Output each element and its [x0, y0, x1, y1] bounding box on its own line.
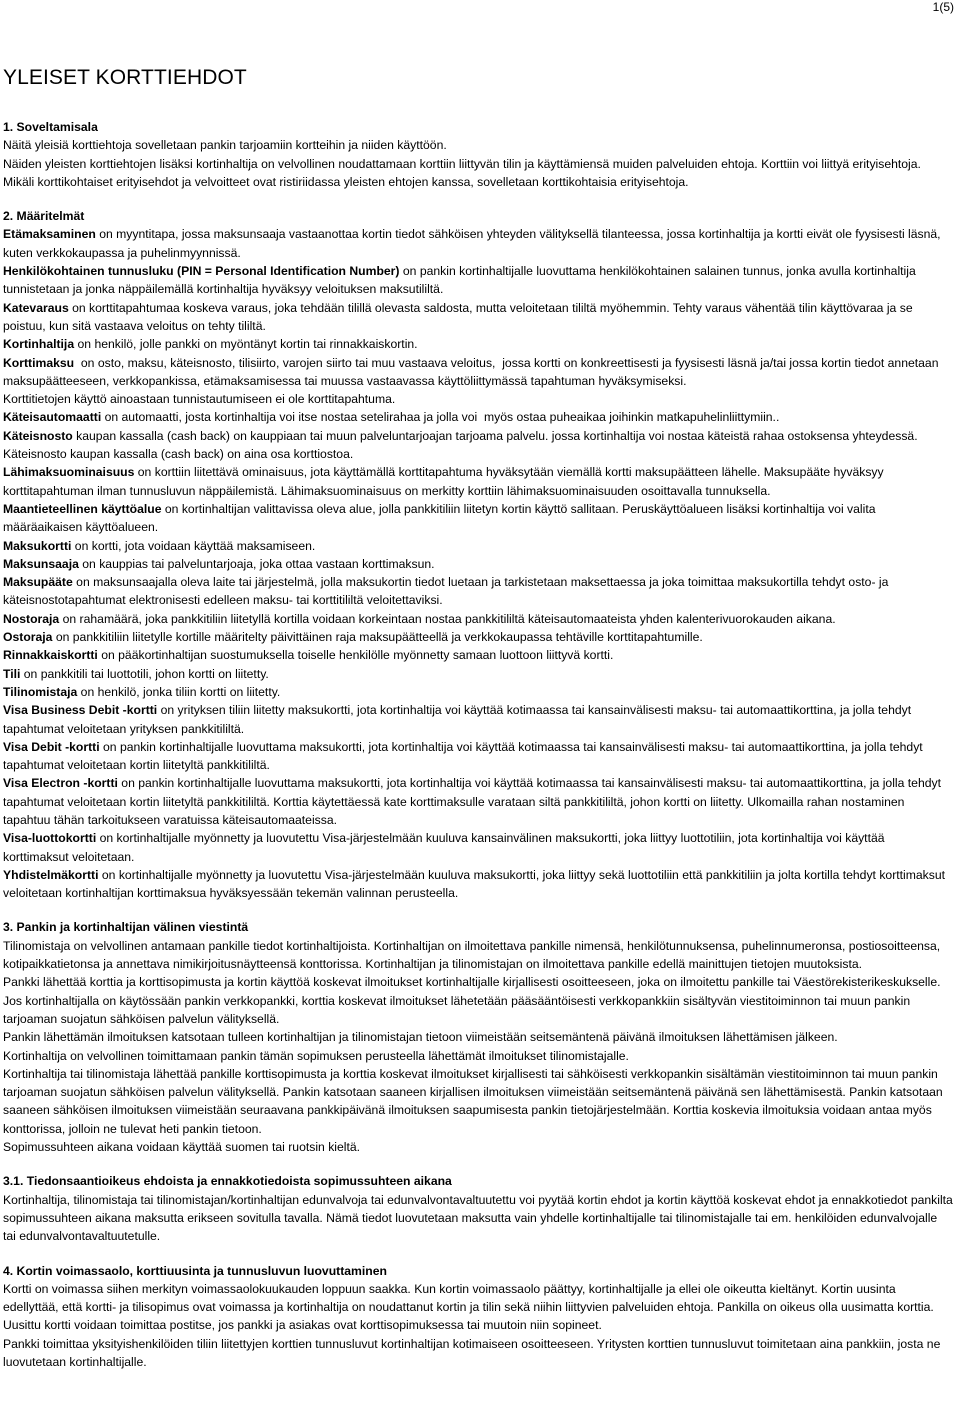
definition-term: Käteisnosto — [3, 428, 73, 443]
section-paragraphs — [3, 937, 953, 1157]
paragraph: Kortinhaltija on velvollinen toimittamaan pankin tämän sopimuksen perusteella lähettämät ilmoitukset tilinomistajalle. — [3, 1048, 629, 1063]
definition-text: on pankin kortinhaltijalle luovuttama maksukortti, jota kortinhaltija voi käyttää kotimaassa tai kansainvälisesti maksu- tai automaattikorttina, ja jolla tehdyt tapahtumat veloitetaan kortin liitetyltä pankkitililtä. — [3, 739, 927, 773]
definition-item — [3, 225, 953, 262]
definition-text: on yrityksen tiliin liitetty maksukortti, jota kortinhaltija voi käyttää kotimaassa tai kansainvälisesti maksu- tai automaattikorttina, ja jolla tehdyt tapahtumat veloitetaan yrityksen pankkitililtä. — [3, 703, 915, 736]
section-4 — [3, 1262, 953, 1372]
definition-item — [3, 537, 953, 555]
section-heading: 3. Pankin ja kortinhaltijan välinen viestintä — [3, 920, 249, 935]
paragraph: Kortinhaltija, tilinomistaja tai tilinomistajan/kortinhaltijan edunvalvoja tai edunvalvontavaltuutettu voi pyytää kortin ehdot ja kortin käyttöä koskevat ehdot ja ennakkotiedot pankilta sopimussuhteen aikana maksutta erikseen sovitulla tavalla. Nämä tiedot luovutetaan maksutta vain yhdelle kortinhaltijalle tai tilinomistajalle tai em. henkilöiden edunvalvojalle tai edunvalvontavaltuutetulle. — [3, 1192, 953, 1244]
definition-item — [3, 354, 953, 391]
definition-item — [3, 774, 953, 829]
definition-text: on rahamäärä, joka pankkitiliin liitetyllä kortilla voidaan korkeintaan nostaa pankkitililtä käteisautomaateista yhden kalenterivuorokauden aikana. — [59, 611, 836, 626]
definition-item — [3, 463, 953, 500]
definition-term: Kortinhaltija — [3, 337, 75, 352]
definition-item — [3, 262, 953, 299]
definition-text: on korttitapahtumaa koskeva varaus, joka tehdään tilillä olevasta saldosta, mutta veloitetaan tililtä myöhemmin. Tehty varaus vähentää tilin käyttövaraa ja se poistuu, kun sitä vastaava veloitus on tehty tililtä. — [3, 300, 916, 333]
definition-item — [3, 500, 953, 537]
definition-item — [3, 390, 953, 408]
definition-item — [3, 427, 953, 464]
section-paragraphs — [3, 1280, 953, 1371]
definition-term: Visa Business Debit -kortti — [3, 703, 158, 718]
paragraph: Uusittu kortti voidaan toimittaa postitse, jos pankki ja asiakas ovat korttisopimuksessa tai muutoin niin sopineet. — [3, 1318, 602, 1333]
definition-item — [3, 299, 953, 336]
paragraph: Näiden yleisten korttiehtojen lisäksi kortinhaltija on velvollinen noudattamaan korttiin liittyvän tilin ja käyttämiensä muiden palveluiden ehtoja. Korttiin voi liittyä erityisehtoja. Mikäli korttikohtaiset erityisehdot ja velvoitteet ovat ristiriidassa yleisten ehtojen kanssa, sovelletaan korttikohtaisia erityisehtoja. — [3, 156, 921, 189]
section-1 — [3, 118, 953, 191]
definition-text: on kauppias tai palveluntarjoaja, joka ottaa vastaan korttimaksun. — [78, 556, 435, 571]
definition-text: on henkilö, jonka tiliin kortti on liitetty. — [77, 684, 281, 699]
definition-term: Lähimaksuominaisuus — [3, 465, 135, 480]
section-3-1 — [3, 1172, 953, 1245]
definition-term: Etämaksaminen — [3, 227, 96, 242]
definition-item — [3, 683, 953, 701]
definition-text: on kortti, jota voidaan käyttää maksamiseen. — [71, 538, 316, 553]
definition-term: Maantieteellinen käyttöalue — [3, 501, 162, 516]
section-heading: 4. Kortin voimassaolo, korttiuusinta ja tunnusluvun luovuttaminen — [3, 1263, 387, 1278]
definition-item — [3, 738, 953, 775]
definition-term: Ostoraja — [3, 630, 53, 645]
section-2 — [3, 207, 953, 902]
definition-term: Visa Debit -kortti — [3, 739, 100, 754]
definition-item — [3, 408, 953, 426]
definition-text: on pankkitili tai luottotili, johon kortti on liitetty. — [20, 666, 269, 681]
definition-term: Yhdistelmäkortti — [3, 867, 99, 882]
paragraph: Pankki toimittaa yksityishenkilöiden tiliin liitettyjen korttien tunnusluvut kortinhaltijan kotimaiseen osoitteeseen. Yritysten korttien tunnusluvut toimitetaan aina pankkiin, josta ne luovutetaan kortinhaltijalle. — [3, 1336, 941, 1369]
definition-term: Visa-luottokortti — [3, 831, 97, 846]
section-heading: 2. Määritelmät — [3, 209, 85, 224]
definition-item — [3, 665, 953, 683]
definition-term: Maksukortti — [3, 538, 72, 553]
definition-term: Rinnakkaiskortti — [3, 648, 98, 663]
paragraph: Pankki lähettää korttia ja korttisopimusta ja kortin käyttöä koskevat ilmoitukset kortinhaltijalle kirjallisesti osoitteeseen, joka on ilmoitettu pankille tai Väestörekisterikeskukselle. Jos kortinhaltijalla on käytössään pankin verkkopankki, korttia koskevat ilmoitukset lähetetään pääsääntöisesti verkkopankkiin sisältyvän viestitoiminnon tai muun pankin tarjoaman suojatun sähköisen palvelun välityksellä. — [3, 975, 941, 1026]
definition-item — [3, 866, 953, 903]
definition-term: Tili — [3, 666, 21, 681]
definition-text: on pankkitiliin liitetylle kortille määritelty päivittäinen raja maksupäätteellä ja verkkokaupassa tehtäville korttitapahtumille. — [52, 630, 703, 645]
paragraph: Kortti on voimassa siihen merkityn voimassaolokuukauden loppuun saakka. Kun kortin voimassaolo päättyy, kortinhaltijalle ja ellei ole oikeutta kieltänyt. Kortin uusinta edellyttää, että kortti- ja tilisopimus ovat voimassa ja kortinhaltija on noudattanut kortin ja tilin sekä niihin liittyvien palveluiden ehtoja. Pankilla on oikeus olla uusimatta korttia. — [3, 1281, 934, 1315]
definitions-list — [3, 225, 953, 902]
definition-item — [3, 555, 953, 573]
definition-text: on maksunsaajalla oleva laite tai järjestelmä, jolla maksukortin tiedot luetaan ja tarkistetaan maksettaessa ja joka toimittaa maksukortilla tehdyt osto- ja käteisnostotapahtumat elektronisesti edelleen maksu- tai korttitililtä veloitettaviksi. — [3, 575, 892, 608]
paragraph: Pankin lähettämän ilmoituksen katsotaan tulleen kortinhaltijan ja tilinomistajan tietoon viimeistään seitsemäntenä päivänä ilmoituksen lähettämisen jälkeen. — [3, 1030, 838, 1045]
definition-text: on pääkortinhaltijan suostumuksella toiselle henkilölle myönnetty samaan luottoon liittyvä kortti. — [97, 648, 614, 663]
section-3 — [3, 918, 953, 1156]
paragraph: Sopimussuhteen aikana voidaan käyttää suomen tai ruotsin kieltä. — [3, 1140, 361, 1155]
definition-item — [3, 610, 953, 628]
definition-item — [3, 646, 953, 664]
definition-text: on kortinhaltijan valittavissa oleva alue, jolla pankkitiliin liitetyn kortin käyttö sallitaan. Peruskäyttöalueen lisäksi kortinhaltija voi valita määräaikaisen käyttöalueen. — [3, 501, 879, 535]
definition-item — [3, 335, 953, 353]
definition-term: Käteisautomaatti — [3, 410, 102, 425]
definition-text: on pankin kortinhaltijalle luovuttama henkilökohtainen salainen tunnus, jonka avulla kortinhaltija tunnistetaan ja jonka näppäilemällä kortinhaltija hyväksyy veloituksen maksutililtä. — [3, 264, 920, 297]
definition-term: Maksunsaaja — [3, 556, 79, 571]
definition-text: on myyntitapa, jossa maksunsaaja vastaanottaa kortin tiedot sähköisen yhteyden välityksellä tilanteessa, jossa kortinhaltija ja kortti eivät ole fyysisesti läsnä, kuten verkkokaupassa ja puhelinmyynnissä. — [3, 227, 944, 260]
definition-text: on osto, maksu, käteisnosto, tilisiirto, varojen siirto tai muu vastaava veloitus, jossa kortti on konkreettisesti ja fyysisesti läsnä ja/tai jossa kortin tiedot annetaan maksupäätteeseen, verkkopankissa, etämaksamisessa tai muussa vastaavassa käyttöliittymässä tapahtuman hyväksymiseksi. — [3, 355, 942, 388]
section-heading: 3.1. Tiedonsaantioikeus ehdoista ja ennakkotiedoista sopimussuhteen aikana — [3, 1174, 452, 1189]
definition-term: Visa Electron -kortti — [3, 776, 118, 791]
definition-text: Korttitietojen käyttö ainoastaan tunnistautumiseen ei ole korttitapahtuma. — [3, 392, 396, 407]
document-title: YLEISET KORTTIEHDOT — [3, 66, 247, 89]
paragraph: Kortinhaltija tai tilinomistaja lähettää pankille korttisopimusta ja korttia koskevat ilmoitukset kirjallisesti tai sähköisesti verkkopankin sisältämän viestitoiminnon tai muun pankin tarjoaman suojatun sähköisen palvelun välityksellä. Pankin katsotaan saaneen kirjallisen ilmoituksen viimeistään seitsemäntenä päivänä sen lähettämisestä. Pankin katsotaan saaneen sähköisen ilmoituksen viimeistään seuraavana pankkipäivänä ilmoituksen saapumisesta pankin tietojärjestelmään. Korttia koskevia ilmoituksia voidaan antaa myös konttorissa, jolloin ne tulevat heti pankin tietoon. — [3, 1066, 943, 1136]
definition-item — [3, 829, 953, 866]
definition-term: Maksupääte — [3, 575, 73, 590]
definition-term: Katevaraus — [3, 300, 69, 315]
definition-item — [3, 573, 953, 610]
section-heading: 1. Soveltamisala — [3, 120, 98, 134]
definition-item — [3, 628, 953, 646]
definition-text: kaupan kassalla (cash back) on kauppiaan tai muun palveluntarjoajan tarjoama palvelu. jossa kortinhaltija voi nostaa käteistä rahaa ostoksensa yhteydessä. Käteisnosto kaupan kassalla (cash back) on aina osa korttiostoa. — [3, 428, 921, 462]
definition-term: Korttimaksu — [3, 355, 75, 370]
document-body — [3, 118, 953, 1371]
paragraph: Näitä yleisiä korttiehtoja sovelletaan pankin tarjoamiin kortteihin ja niiden käyttöön. — [3, 138, 447, 153]
definition-text: on kortinhaltijalle myönnetty ja luovutettu Visa-järjestelmään kuuluva maksukortti, joka liittyy sekä luottotiliin että pankkitiliin ja jolta kortilla tehdyt korttimaksut veloitetaan kortinhaltijan korttimaksua hyväksyessään tekemän valinnan perusteella. — [3, 867, 949, 901]
definition-item — [3, 701, 953, 738]
paragraph: Tilinomistaja on velvollinen antamaan pankille tiedot kortinhaltijoista. Kortinhaltijan on ilmoitettava pankille nimensä, henkilötunnuksensa, puhelinnumeronsa, postiosoitteensa, kotipaikkatietonsa ja annettava nimikirjoitusnäytteensä konttorissa. Kortinhaltijan ja tilinomistajan on ilmoitettava pankille edellä mainittujen tietojen muutoksista. — [3, 938, 941, 972]
definition-text: on kortinhaltijalle myönnetty ja luovutettu Visa-järjestelmään kuuluva kansainvälinen maksukortti, joka liittyy luottotiliin, jota kortinhaltija voi käyttää korttimaksut veloitetaan. — [3, 831, 888, 864]
page-number: 1(5) — [932, 0, 954, 14]
definition-term: Tilinomistaja — [3, 684, 78, 699]
definition-text: on henkilö, jolle pankki on myöntänyt kortin tai rinnakkaiskortin. — [74, 337, 418, 352]
definition-term: Henkilökohtainen tunnusluku (PIN = Personal Identification Number) — [3, 264, 400, 279]
definition-text: on pankin kortinhaltijalle luovuttama maksukortti, jota kortinhaltija voi käyttää kotimaassa tai kansainvälisesti maksu- tai automaattikorttina, ja jolla tehdyt tapahtumat veloitetaan kortin liitetyltä pankkitililtä. Korttia käytettäessä kate korttimaksulle varataan siltä pankkitililtä, johon kortti on liitetty. Ulkomailla rahan nostaminen tapahtuu tähän tarkoitukseen varatuissa käteisautomaateissa. — [3, 776, 945, 827]
definition-text: on korttiin liitettävä ominaisuus, jota käyttämällä korttitapahtuma hyväksytään viemällä kortti maksupäätteen lähelle. Maksupääte hyväksyy korttitapahtuman ilman tunnusluvun näppäilemistä. Lähimaksuominaisuus on merkitty korttiin lähimaksuominaisuuden osoittavalla tunnuksella. — [3, 465, 888, 498]
definition-text: on automaatti, josta kortinhaltija voi itse nostaa setelirahaa ja jolla voi myös ostaa puheaikaa joihinkin matkapuhelinliittymiin.. — [101, 410, 780, 425]
definition-term: Nostoraja — [3, 611, 60, 626]
